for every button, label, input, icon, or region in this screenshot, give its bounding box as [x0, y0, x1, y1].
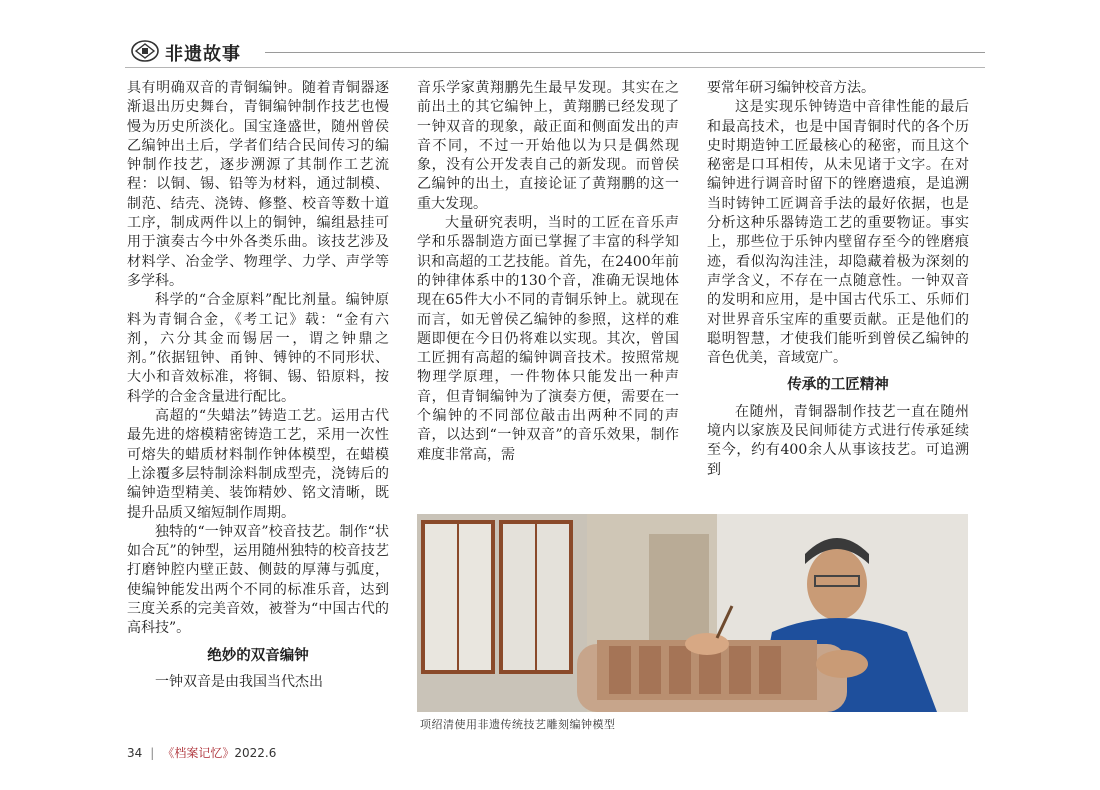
column-1 — [127, 79, 389, 692]
craftsman-photo — [417, 514, 968, 712]
subheading: 绝妙的双音编钟 — [207, 647, 309, 664]
paragraph: 科学的“合金原料”配比剂量。编钟原料为青铜合金，《考工记》载：“金有六剂，六分其金而锡居一，谓之钟鼎之剂。”依据钮钟、甬钟、镈钟的不同形状、大小和音效标准，将铜、锡、铅原料，按科学的合金含量进行配比。 — [127, 292, 389, 405]
photo-caption: 项绍清使用非遗传统技艺雕刻编钟模型 — [420, 718, 616, 731]
paragraph: 具有明确双音的青铜编钟。随着青铜器逐渐退出历史舞台，青铜编钟制作技艺也慢慢为历史所淡化。国宝逢盛世，随州曾侯乙编钟出土后，学者们结合民间传习的编钟制作技艺，逐步溯源了其制作工艺流程：以铜、锡、铅等为材料，通过制模、制范、结壳、浇铸、修整、校音等数十道工序，制成两件以上的铜钟，编组悬挂可用于演奏古今中外各类乐曲。该技艺涉及材料学、冶金学、物理学、力学、声学等多学科。 — [127, 80, 389, 289]
column-3 — [707, 79, 969, 480]
publication-name: 《档案记忆》 — [162, 746, 235, 760]
paragraph: 一钟双音是由我国当代杰出 — [155, 673, 323, 690]
paragraph: 音乐学家黄翔鹏先生最早发现。其实在之前出土的其它编钟上，黄翔鹏已经发现了一钟双音的现象，敲正面和侧面发出的声音不同，不过一开始他以为只是偶然现象，没有公开发表自己的新发现。而曾侯乙编钟的出土，直接论证了黄翔鹏的这一重大发现。 — [417, 80, 679, 212]
section-title: 非遗故事 — [165, 44, 241, 65]
footer-separator: | — [150, 746, 155, 760]
issue-number: 2022.6 — [234, 746, 277, 760]
article-photo — [417, 514, 968, 712]
paragraph: 这是实现乐钟铸造中音律性能的最后和最高技术，也是中国青铜时代的各个历史时期造钟工匠最核心的秘密，而且这个秘密是口耳相传，从未见诸于文字。在对编钟进行调音时留下的锉磨遗痕，是追溯当时铸钟工匠调音手法的最好依据，也是分析这种乐器铸造工艺的重要物证。事实上，那些位于乐钟内壁留存至今的锉磨痕迹，看似沟沟洼洼，却隐藏着极为深刻的声学含义，不存在一点随意性。一钟双音的发明和应用，是中国古代乐工、乐师们对世界音乐宝库的重要贡献。正是他们的聪明智慧，才使我们能听到曾侯乙编钟的音色优美，音域宽广。 — [707, 99, 969, 367]
section-logo-icon — [131, 40, 159, 62]
header-rule-bottom — [125, 67, 985, 68]
paragraph: 高超的“失蜡法”铸造工艺。运用古代最先进的熔模精密铸造工艺，采用一次性可熔失的蜡质材料制作钟体模型，在蜡模上涂覆多层特制涂料制成型壳，浇铸后的编钟造型精美、装饰精妙、铭文清晰，既提升品质又缩短制作周期。 — [127, 408, 389, 521]
subheading: 传承的工匠精神 — [787, 377, 889, 394]
page-header — [125, 36, 985, 70]
paragraph: 独特的“一钟双音”校音技艺。制作“状如合瓦”的钟型，运用随州独特的校音技艺打磨钟腔内壁正鼓、侧鼓的厚薄与弧度，使编钟能发出两个不同的标准乐音，达到三度关系的完美音效，被誉为“中国古代的高科技”。 — [127, 523, 389, 637]
header-rule — [265, 52, 985, 53]
paragraph: 在随州，青铜器制作技艺一直在随州境内以家族及民间师徒方式进行传承延续至今，约有400余人从事该技艺。可追溯到 — [707, 403, 969, 478]
page-footer — [127, 744, 276, 761]
paragraph: 要常年研习编钟校音方法。 — [707, 80, 875, 96]
column-2 — [417, 79, 679, 465]
page-number: 34 — [127, 746, 143, 760]
paragraph: 大量研究表明，当时的工匠在音乐声学和乐器制造方面已掌握了丰富的科学知识和高超的工艺技能。首先，在2400年前的钟律体系中的130个音，准确无误地体现在65件大小不同的青铜乐钟上。就现在而言，如无曾侯乙编钟的参照，这样的难题即便在今日仍将难以实现。其次，曾国工匠拥有高超的编钟调音技术。按照常规物理学原理，一件物体只能发出一种声音，但青铜编钟为了演奏方便，需要在一个编钟的不同部位敲击出两种不同的声音，以达到“一钟双音”的音乐效果，制作难度非常高，需 — [417, 215, 679, 463]
